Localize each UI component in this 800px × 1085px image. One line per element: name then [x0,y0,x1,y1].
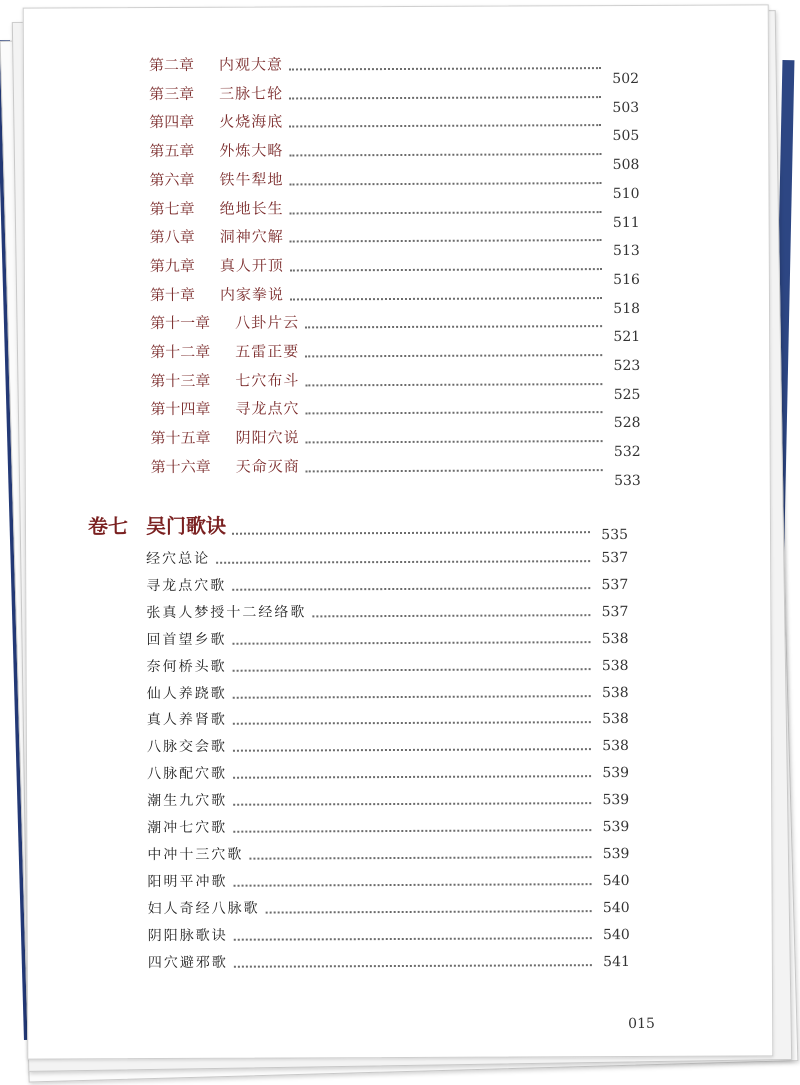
volume-page: 535 [601,526,629,544]
volume-number: 卷七 [87,514,129,539]
poem-title: 经穴总论 [146,550,211,568]
table-of-contents [24,5,768,971]
toc-poem-row[interactable] [146,600,628,622]
chapter-page: 503 [612,99,640,116]
dot-leader [232,641,590,645]
dot-leader [290,297,602,300]
toc-chapter-row[interactable] [149,109,640,145]
poem-title: 中冲十三穴歌 [147,846,244,863]
dot-leader [305,325,602,328]
toc-poem-row[interactable] [148,923,630,945]
chapter-title: 天命灭商 [235,457,300,476]
page-number: 015 [628,1015,655,1033]
chapter-page: 511 [612,214,640,231]
poem-page: 537 [601,576,629,594]
chapter-page: 528 [613,415,641,432]
chapter-page: 518 [613,300,641,317]
poem-title: 奈何桥头歌 [146,658,227,675]
toc-poem-row[interactable] [146,546,628,568]
poem-title: 张真人梦授十二经络歌 [146,604,307,621]
chapter-number: 第七章 [149,199,195,218]
chapter-title: 寻龙点穴 [235,399,300,419]
chapter-number: 第二章 [148,55,195,75]
toc-page [23,4,774,1059]
toc-chapter-row[interactable] [149,167,640,202]
toc-chapter-row[interactable] [148,52,640,88]
chapter-number: 第十五章 [150,428,211,448]
dot-leader [305,411,602,414]
chapter-page: 521 [613,329,641,346]
toc-poem-row[interactable] [147,815,629,837]
chapter-page: 525 [613,386,641,403]
dot-leader [233,748,591,752]
poem-page: 537 [601,603,629,620]
toc-poem-row[interactable] [148,949,630,971]
chapter-title: 内观大意 [218,55,284,74]
dot-leader [216,560,590,564]
poem-page: 540 [602,899,630,916]
toc-chapter-row[interactable] [150,396,641,432]
poem-page: 539 [602,792,630,809]
toc-poem-row[interactable] [147,761,629,783]
poem-page: 541 [603,953,630,970]
dot-leader [289,153,601,156]
chapter-page: 516 [613,271,640,288]
dot-leader [233,695,591,699]
poem-title: 八脉交会歌 [146,739,227,756]
toc-chapter-row[interactable] [150,454,641,489]
toc-chapter-row[interactable] [150,425,641,461]
dot-leader [290,239,602,242]
poem-title: 四穴避邪歌 [147,954,228,971]
chapter-page: 508 [612,157,640,174]
dot-leader [312,614,590,617]
chapter-number: 第四章 [149,113,195,132]
dot-leader [290,268,602,271]
poem-title: 潮生九穴歌 [147,792,228,810]
chapter-title: 铁牛犁地 [219,170,284,189]
toc-volume-row[interactable] [87,508,629,544]
toc-poem-row[interactable] [147,869,629,891]
dot-leader [289,67,601,70]
poem-title: 潮冲七穴歌 [147,819,228,837]
toc-chapter-row[interactable] [149,253,640,288]
chapter-page: 505 [612,128,640,145]
chapter-page: 523 [613,357,641,375]
dot-leader [289,96,601,99]
toc-poem-row[interactable] [146,573,628,595]
poem-page: 540 [602,872,630,889]
poem-page: 540 [602,926,630,943]
toc-poem-row[interactable] [147,734,629,756]
chapter-number: 第十一章 [150,314,211,333]
dot-leader [289,182,601,185]
chapter-page: 510 [612,185,640,202]
poem-title: 回首望乡歌 [146,631,227,648]
poem-page: 538 [602,711,629,728]
chapter-page: 502 [612,70,640,88]
dot-leader [306,469,603,472]
dot-leader [233,829,591,833]
poem-page: 539 [602,845,630,863]
dot-leader [232,531,590,535]
poem-page: 538 [602,738,629,755]
toc-chapter-row[interactable] [150,339,641,375]
dot-leader [266,910,592,913]
chapter-title: 真人开顶 [219,256,284,275]
poem-page: 538 [601,657,629,674]
dot-leader [249,856,591,859]
toc-chapter-row[interactable] [149,282,641,317]
chapter-number: 第三章 [149,84,195,103]
dot-leader [233,668,591,672]
toc-chapter-row[interactable] [149,81,640,116]
toc-poem-row[interactable] [146,627,628,649]
chapter-page: 533 [614,472,641,489]
poem-page: 539 [602,765,630,782]
poem-title: 仙人养跷歌 [146,685,227,702]
dot-leader [232,587,590,591]
toc-poem-row[interactable] [147,680,629,702]
poem-page: 538 [601,684,629,701]
dot-leader [290,211,602,214]
chapter-number: 第九章 [149,256,195,275]
chapter-number: 第十四章 [150,400,211,419]
chapter-number: 第八章 [149,228,195,247]
chapter-title: 火烧海底 [219,112,284,132]
dot-leader [289,125,601,128]
chapter-title: 八卦片云 [235,313,300,333]
dot-leader [234,937,592,941]
poem-page: 538 [601,630,629,647]
chapter-title: 五雷正要 [235,342,300,361]
toc-chapter-row[interactable] [149,195,640,231]
dot-leader [233,775,591,779]
dot-leader [306,440,603,443]
toc-chapter-row[interactable] [150,310,641,346]
dot-leader [234,883,592,887]
chapter-number: 第六章 [149,170,195,189]
chapter-title: 绝地长生 [219,198,284,218]
chapter-page: 532 [613,444,641,461]
chapter-number: 第十二章 [150,342,211,362]
poem-title: 寻龙点穴歌 [146,577,227,594]
dot-leader [233,722,591,726]
poem-page: 539 [602,818,630,836]
toc-chapter-row[interactable] [149,138,640,174]
chapter-title: 洞神穴解 [219,227,284,246]
toc-chapter-row[interactable] [149,224,640,260]
toc-poem-row[interactable] [147,842,629,864]
poem-title: 阳明平冲歌 [147,873,228,890]
dot-leader [305,354,602,357]
chapter-title: 七穴布斗 [235,371,300,390]
dot-leader [305,383,602,386]
toc-chapter-row[interactable] [150,368,641,403]
chapter-number: 第十章 [149,285,196,304]
chapter-title: 内家拳说 [219,285,285,304]
chapter-title: 三脉七轮 [219,84,284,103]
chapter-page: 513 [613,243,640,260]
volume-title: 吴门歌诀 [145,513,227,539]
dot-leader [233,802,591,806]
toc-poem-row[interactable] [147,707,629,729]
dot-leader [234,964,592,968]
poem-page: 537 [601,549,629,567]
poem-title: 妇人奇经八脉歌 [147,900,260,917]
chapter-number: 第十六章 [150,457,211,476]
poem-title: 真人养肾歌 [146,712,227,729]
chapter-title: 外炼大略 [219,141,284,160]
poem-title: 八脉配穴歌 [147,765,228,783]
toc-poem-row[interactable] [147,788,629,810]
chapter-number: 第十三章 [150,371,211,390]
chapter-number: 第五章 [149,141,195,161]
toc-poem-row[interactable] [147,654,629,676]
poem-title: 阴阳脉歌诀 [147,927,228,944]
toc-poem-row[interactable] [148,896,630,918]
chapter-title: 阴阳穴说 [235,428,300,447]
